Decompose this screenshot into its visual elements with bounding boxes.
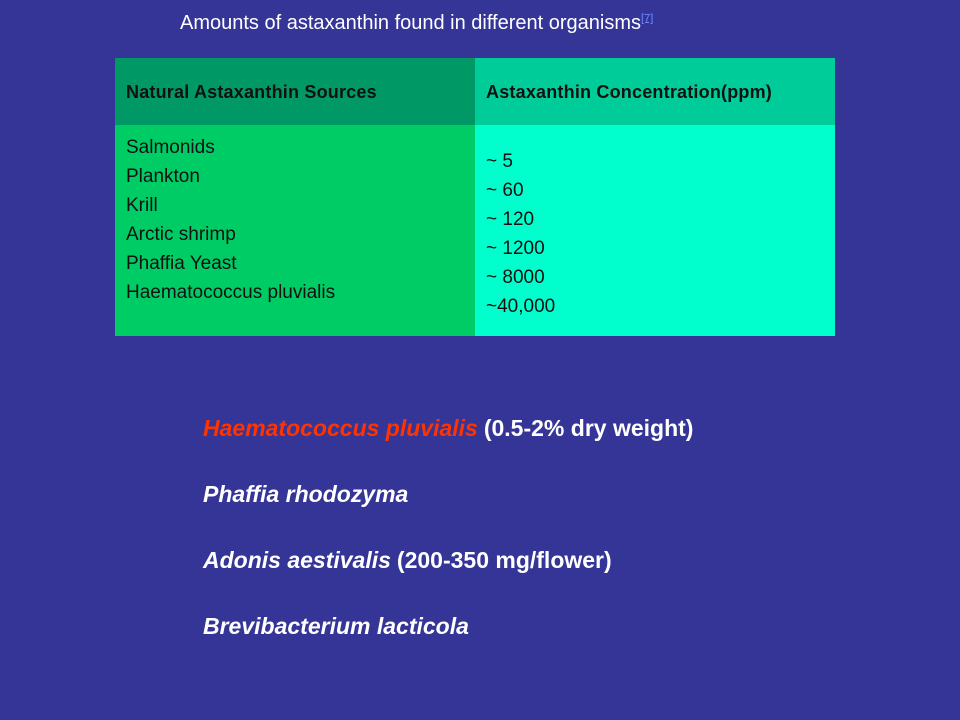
concentration-item: ~40,000: [486, 296, 556, 317]
source-item: Plankton: [126, 166, 200, 187]
concentrations-cell: [475, 125, 835, 336]
species-name: Haematococcus pluvialis: [203, 415, 478, 441]
column-header-sources: Natural Astaxanthin Sources: [115, 58, 475, 125]
source-item: Haematococcus pluvialis: [126, 282, 336, 303]
table-header-row: [115, 58, 835, 125]
species-list: [203, 411, 693, 675]
column-header-concentration: Astaxanthin Concentration(ppm): [475, 58, 835, 125]
concentration-item: ~ 5: [486, 151, 513, 172]
table-row: [115, 125, 835, 336]
species-name: Phaffia rhodozyma: [203, 481, 409, 507]
species-item: [203, 609, 693, 675]
concentration-item: ~ 8000: [486, 267, 545, 288]
species-note: (200-350 mg/flower): [396, 547, 612, 573]
source-item: Arctic shrimp: [126, 224, 236, 245]
slide-caption: [180, 12, 653, 35]
source-item: Salmonids: [126, 137, 215, 158]
astaxanthin-sources-table: [115, 58, 835, 336]
species-note: (0.5-2% dry weight): [483, 415, 694, 441]
source-item: Phaffia Yeast: [126, 253, 237, 274]
species-name: Brevibacterium lacticola: [203, 613, 469, 639]
species-item: [203, 411, 693, 477]
concentration-item: ~ 1200: [486, 238, 545, 259]
caption-text: Amounts of astaxanthin found in different organisms: [180, 12, 642, 34]
concentration-item: ~ 60: [486, 180, 524, 201]
species-name: Adonis aestivalis: [203, 547, 391, 573]
reference-superscript: [641, 12, 653, 24]
species-item: [203, 477, 693, 543]
sources-cell: [115, 125, 475, 336]
source-item: Krill: [126, 195, 158, 216]
reference-link[interactable]: [7]: [641, 12, 654, 25]
species-item: [203, 543, 693, 609]
concentration-item: ~ 120: [486, 209, 535, 230]
